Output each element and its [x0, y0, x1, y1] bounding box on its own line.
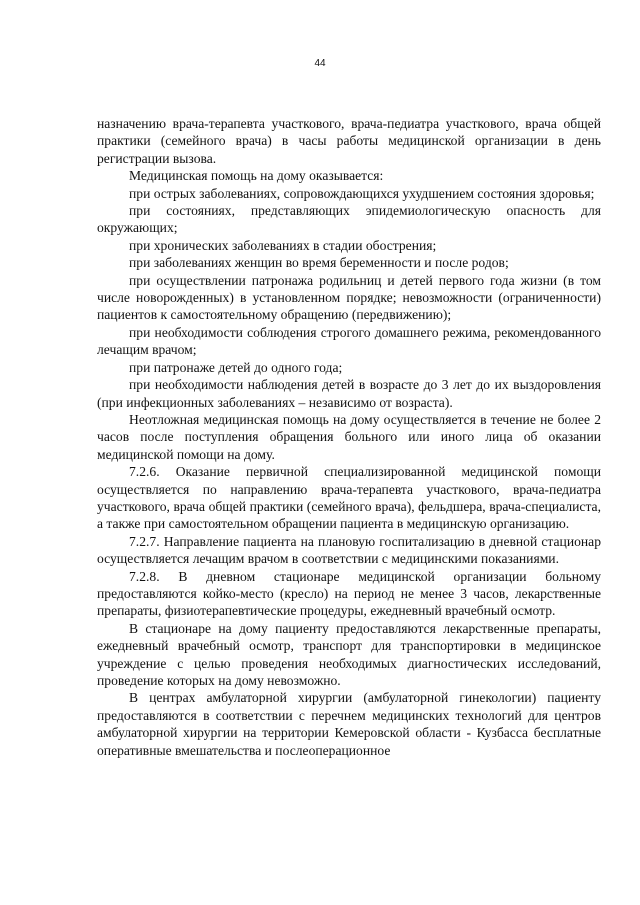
list-item: при патронаже детей до одного года; [129, 359, 343, 375]
paragraph: Неотложная медицинская помощь на дому осуществляется в течение не более 2 часов после поступления обращения больного или иного лица об оказании медицинской помощи на дому. [97, 411, 601, 462]
list-item: при заболеваниях женщин во время беременности и после родов; [129, 255, 509, 271]
list-item: при необходимости наблюдения детей в возрасте до 3 лет до их выздоровления (при инфекционных заболеваниях – независимо от возраста). [97, 377, 601, 410]
paragraph: 7.2.6. Оказание первичной специализированной медицинской помощи осуществляется по направлению врача-терапевта участкового, врача-педиатра участкового, врача общей практики (семейного врача), фельдшера, врача-специалиста, а также при самостоятельном обращении пациента в медицинскую организацию. [97, 464, 601, 532]
page-number: 44 [314, 58, 326, 69]
paragraph: назначению врача-терапевта участкового, врача-педиатра участкового, врача общей практики (семейного врача) в часы работы медицинской организации в день регистрации вызова. [97, 116, 601, 166]
list-item: при осуществлении патронажа родильниц и детей первого года жизни (в том числе новорожденных) в установленном порядке; невозможности (ограниченности) пациентов к самостоятельному обращению (передвижению); [97, 272, 601, 323]
paragraph: В центрах амбулаторной хирургии (амбулаторной гинекологии) пациенту предоставляются в соответствии с перечнем медицинских технологий для центров амбулаторной хирургии на территории Кемеровской области - Кузбасса бесплатные оперативные вмешательства и послеоперационное [97, 690, 601, 758]
list-item: при острых заболеваниях, сопровождающихся ухудшением состояния здоровья; [129, 185, 595, 201]
paragraph: В стационаре на дому пациенту предоставляются лекарственные препараты, ежедневный врачебный осмотр, транспорт для транспортировки в медицинское учреждение с целью проведения необходимых диагностических исследований, проведение которых на дому невозможно. [97, 620, 601, 688]
list-item: при состояниях, представляющих эпидемиологическую опасность для окружающих; [97, 203, 601, 236]
list-item: при хронических заболеваниях в стадии обострения; [129, 237, 437, 253]
paragraph: Медицинская помощь на дому оказывается: [129, 168, 384, 184]
paragraph: 7.2.7. Направление пациента на плановую госпитализацию в дневной стационар осуществляется лечащим врачом в соответствии с медицинскими показаниями. [97, 533, 601, 567]
list-item: при необходимости соблюдения строгого домашнего режима, рекомендованного лечащим врачом; [97, 324, 601, 358]
document-body [97, 115, 601, 759]
paragraph: 7.2.8. В дневном стационаре медицинской организации больному предоставляются койко-место (кресло) на период не менее 3 часов, лекарственные препараты, физиотерапевтические процедуры, ежедневный врачебный осмотр. [97, 568, 601, 619]
